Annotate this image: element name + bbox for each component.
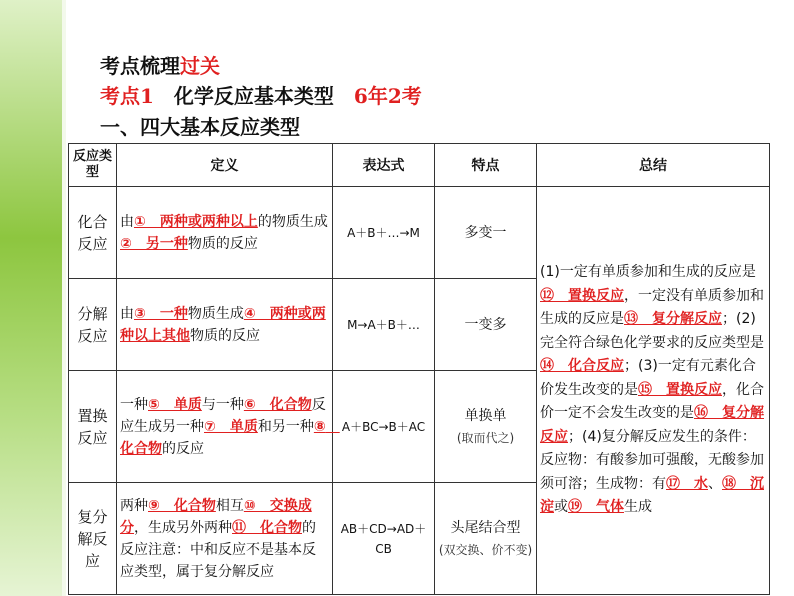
summary-text: ，化合价一定不会发生改变的是	[540, 381, 764, 422]
def-text: 的物质生成	[257, 213, 328, 230]
def-text: 物质的反应	[187, 235, 258, 252]
answer-blank: ⑬ 复分解反应	[624, 311, 722, 328]
expression-cell: A＋BC→B＋AC	[333, 371, 435, 483]
answer-blank: ① 两种或两种以上	[134, 213, 258, 230]
def-text: 由	[120, 305, 134, 322]
answer-blank: ② 另一种	[120, 235, 188, 252]
feature-cell	[435, 483, 537, 595]
feature-text: 头尾结合型	[450, 519, 521, 536]
definition-cell	[117, 279, 333, 371]
summary-text: ，一定没有单质参加和生成的反应是	[540, 287, 764, 328]
summary-text: ；(3)一定有元素化合价发生改变的是	[540, 358, 756, 398]
answer-blank: ⑪ 化合物	[232, 519, 302, 536]
feature-cell	[435, 371, 537, 483]
answer-blank: ⑨ 化合物	[148, 497, 216, 514]
type-cell: 分解反应	[69, 279, 117, 371]
summary-text: 、	[708, 475, 722, 492]
def-text: 由	[120, 213, 134, 230]
def-text: 的反应注意：中和反应不是基本反应类型，属于复分解反应	[120, 519, 316, 580]
def-text: 物质生成	[187, 305, 244, 322]
header-feature: 特点	[435, 144, 537, 187]
def-text: 反应生成另一种	[120, 396, 326, 435]
type-cell: 复分解反应	[69, 483, 117, 595]
subsection-title: 一、四大基本反应类型	[100, 115, 300, 139]
feature-note: (取而代之)	[456, 430, 515, 445]
exam-frequency: 6年2考	[353, 84, 422, 108]
def-text: 物质的反应	[190, 327, 260, 344]
feature-cell: 一变多	[435, 279, 537, 371]
header-expression: 表达式	[333, 144, 435, 187]
feature-note: (双交换、价不变)	[438, 542, 533, 557]
answer-blank: ⑭ 化合反应	[540, 358, 624, 375]
def-text: 和另一种	[257, 418, 314, 435]
header-summary: 总结	[537, 144, 770, 187]
expression-cell: M→A＋B＋…	[333, 279, 435, 371]
header-definition: 定义	[117, 144, 333, 187]
answer-blank: ⑯ 复分解反应	[540, 405, 764, 445]
def-text: 两种	[120, 497, 148, 514]
summary-cell	[537, 187, 770, 595]
type-cell: 化合反应	[69, 187, 117, 279]
summary-text: ；(2)完全符合绿色化学要求的反应类型是	[540, 311, 764, 351]
expression-cell: A＋B＋…→M	[333, 187, 435, 279]
answer-blank: ⑰ 水	[666, 475, 708, 492]
section-title	[100, 50, 220, 79]
table-header-row	[69, 144, 770, 187]
topic-title	[100, 80, 422, 109]
summary-text: 或	[554, 499, 568, 516]
answer-blank: ③ 一种	[134, 305, 188, 322]
definition-cell	[117, 483, 333, 595]
decorative-side-bar	[0, 0, 62, 596]
summary-text: 生成	[624, 499, 652, 516]
answer-blank: ⑤ 单质	[148, 396, 202, 413]
expression-cell: AB＋CD→AD＋CB	[333, 483, 435, 595]
reaction-types-table	[68, 143, 770, 595]
topic-number: 考点1	[100, 84, 154, 108]
def-text: 一种	[120, 396, 148, 413]
answer-blank: ⑦ 单质	[204, 418, 258, 435]
answer-blank: ⑩ 交换成分	[120, 497, 312, 536]
def-text: ，生成另外两种	[134, 519, 232, 536]
answer-blank: ⑧ 化合物	[120, 418, 340, 457]
definition-cell	[117, 371, 340, 483]
def-text: 相互	[215, 497, 244, 514]
summary-text: ；(4)复分解反应发生的条件：反应物：有酸参加可强酸，无酸参加须可溶；生成物：有	[540, 428, 764, 492]
answer-blank: ⑲ 气体	[568, 499, 624, 516]
def-text: 的反应	[162, 440, 204, 457]
title-text: 考点梳理	[100, 54, 180, 78]
answer-blank: ⑮ 置换反应	[638, 381, 722, 398]
header-type: 反应类型	[69, 144, 117, 187]
answer-blank: ⑱ 沉淀	[540, 475, 764, 516]
type-cell: 置换反应	[69, 371, 117, 483]
feature-cell: 多变一	[435, 187, 537, 279]
feature-text: 单换单	[464, 407, 507, 424]
answer-blank: ⑥ 化合物	[243, 396, 312, 413]
summary-text: (1)一定有单质参加和生成的反应是	[540, 264, 756, 281]
def-text: 与一种	[201, 396, 244, 413]
definition-cell	[117, 187, 333, 279]
answer-blank: ⑫ 置换反应	[540, 287, 624, 304]
table-row	[69, 187, 770, 279]
topic-name: 化学反应基本类型	[153, 84, 354, 108]
title-highlight: 过关	[180, 54, 220, 78]
answer-blank: ④ 两种或两种以上其他	[120, 305, 326, 344]
